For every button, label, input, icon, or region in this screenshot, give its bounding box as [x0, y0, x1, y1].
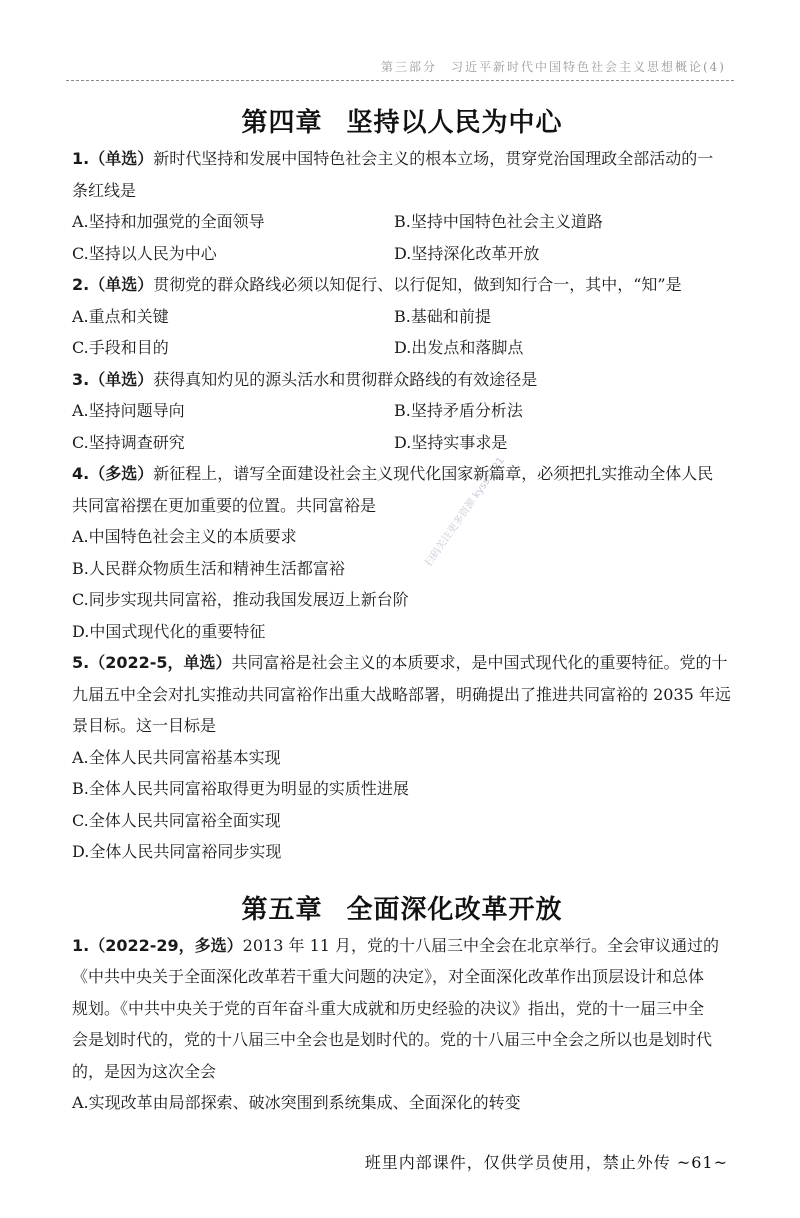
option-c: C.同步实现共同富裕，推动我国发展迈上新台阶: [72, 590, 409, 609]
option-d: D.全体人民共同富裕同步实现: [72, 842, 282, 861]
option-a: A.中国特色社会主义的本质要求: [72, 527, 297, 546]
page-footer: 班里内部课件，仅供学员使用，禁止外传 ~61~: [364, 1153, 728, 1172]
option-c: C.坚持以人民为中心: [72, 243, 217, 263]
header-divider: [66, 80, 734, 81]
option-b: B.坚持中国特色社会主义道路: [394, 212, 603, 231]
question-text: 共同富裕是社会主义的本质要求，是中国式现代化的重要特征。党的十: [231, 653, 728, 672]
question-type: （单选）: [89, 369, 154, 389]
option-b: B.全体人民共同富裕取得更为明显的实质性进展: [72, 779, 409, 798]
chapter-number: 第四章: [241, 108, 323, 138]
question-stem: [72, 143, 732, 175]
question-stem: [72, 364, 732, 396]
option-row: [72, 206, 732, 238]
option-a: A.重点和关键: [72, 306, 169, 326]
question-text-line: 九届五中全会对扎实推动共同富裕作出重大战略部署，明确提出了推进共同富裕的 2035 年远: [72, 684, 731, 704]
option-a: A.实现改革由局部探索、破冰突围到系统集成、全面深化的转变: [72, 1093, 521, 1112]
question-text-line: 的，是因为这次全会: [72, 1061, 217, 1081]
question-type: （2022-29，多选）: [89, 935, 243, 955]
option-d: D.坚持深化改革开放: [394, 243, 540, 263]
question-text: 新征程上，谱写全面建设社会主义现代化国家新篇章，必须把扎实推动全体人民: [153, 464, 714, 483]
option-c: C.全体人民共同富裕全面实现: [72, 810, 281, 830]
option-a: A.坚持问题导向: [72, 401, 185, 420]
question-text-line: 共同富裕摆在更加重要的位置。共同富裕是: [72, 495, 377, 515]
chapter-name: 全面深化改革开放: [346, 894, 563, 925]
chapter-name: 坚持以人民为中心: [346, 108, 563, 138]
question-text-line: 条红线是: [72, 180, 137, 200]
option-d: D.坚持实事求是: [394, 432, 508, 452]
question-text: 获得真知灼见的源头活水和贯彻群众路线的有效途径是: [153, 369, 538, 389]
question-text-line: 《中共中央关于全面深化改革若干重大问题的决定》，对全面深化改革作出顶层设计和总体: [72, 967, 705, 986]
question-number: 3.: [72, 369, 90, 389]
option-b: B.坚持矛盾分析法: [394, 401, 523, 420]
question-number: 1.: [72, 935, 90, 955]
option-d: D.出发点和落脚点: [394, 338, 524, 357]
chapter-title: [72, 103, 732, 143]
question-text: 2013 年 11 月，党的十八届三中全会在北京举行。全会审议通过的: [242, 935, 720, 955]
question-type: （单选）: [89, 149, 154, 168]
question-text: 贯彻党的群众路线必须以知促行、以行促知，做到知行合一，其中，“知”是: [153, 275, 682, 294]
option-a: A.全体人民共同富裕基本实现: [72, 747, 281, 767]
chapter-title: [72, 890, 732, 930]
option-row: [72, 332, 732, 364]
question-text-line: 景目标。这一目标是: [72, 716, 217, 735]
option-a: A.坚持和加强党的全面领导: [72, 212, 265, 231]
question-number: 4.: [72, 464, 90, 483]
question-text-line: 规划。《中共中央关于党的百年奋斗重大成就和历史经验的决议》指出，党的十一届三中全: [72, 998, 705, 1018]
option-b: B.人民群众物质生活和精神生活都富裕: [72, 558, 345, 578]
question-number: 2.: [72, 275, 90, 294]
option-row: [72, 395, 732, 427]
question-stem: [72, 458, 732, 490]
chapter-number: 第五章: [241, 894, 323, 925]
option-d: D.中国式现代化的重要特征: [72, 621, 266, 641]
running-header: 第三部分 习近平新时代中国特色社会主义思想概论(4): [380, 60, 726, 74]
option-c: C.坚持调查研究: [72, 432, 185, 452]
question-text-line: 会是划时代的，党的十八届三中全会也是划时代的。党的十八届三中全会之所以也是划时代: [72, 1030, 713, 1049]
question-text: 新时代坚持和发展中国特色社会主义的根本立场，贯穿党治国理政全部活动的一: [153, 149, 714, 168]
question-number: 1.: [72, 149, 90, 168]
question-stem: [72, 647, 732, 679]
option-c: C.手段和目的: [72, 338, 169, 357]
question-stem: [72, 930, 732, 962]
option-row: [72, 427, 732, 459]
question-type: （单选）: [89, 275, 154, 294]
question-number: 5.: [72, 653, 90, 672]
option-row: [72, 301, 732, 333]
question-stem: [72, 269, 732, 301]
question-type: （多选）: [89, 464, 154, 483]
watermark-text: 扫码关注更多资源 kyss5121: [423, 455, 508, 569]
question-type: （2022-5，单选）: [89, 653, 232, 672]
option-b: B.基础和前提: [394, 306, 491, 326]
page-content: [72, 103, 732, 1119]
option-row: [72, 238, 732, 270]
